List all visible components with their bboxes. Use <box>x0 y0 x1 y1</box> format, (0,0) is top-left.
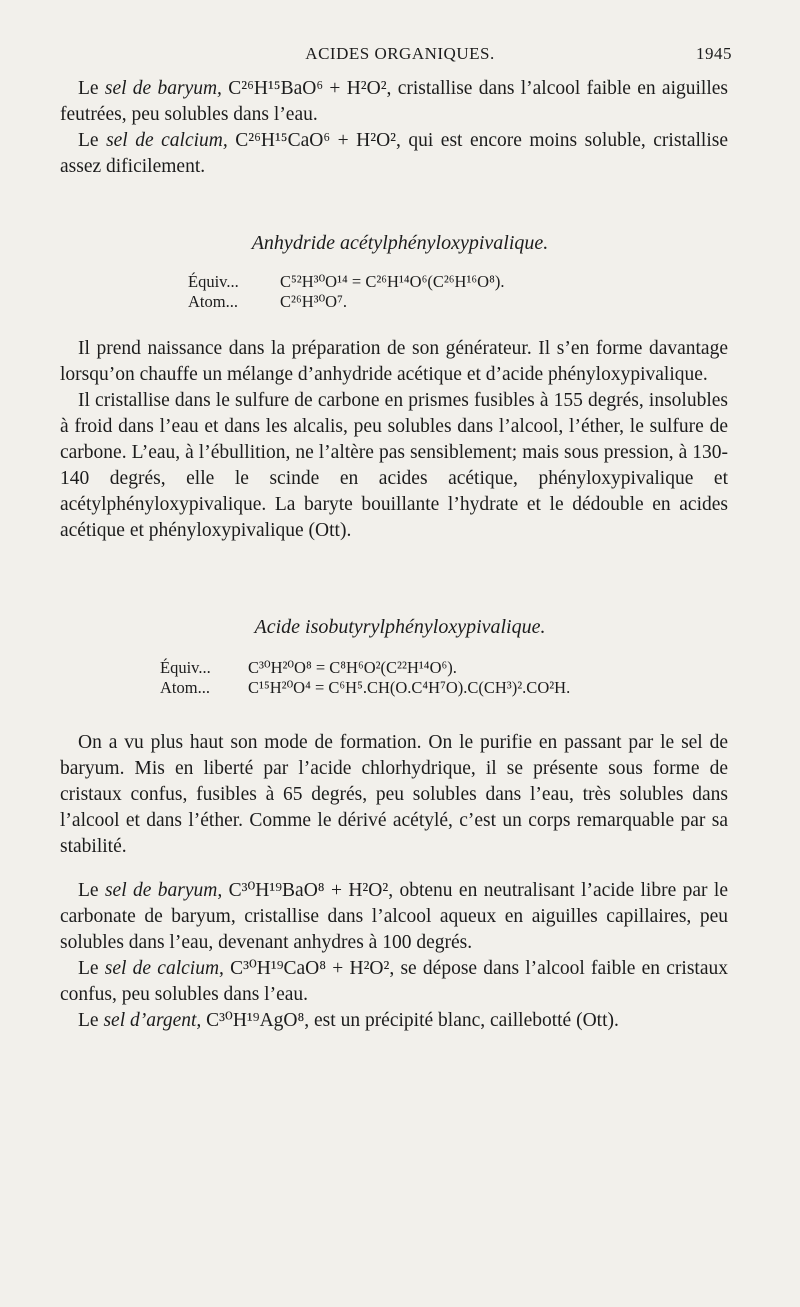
text-run: qui est encore moins soluble, cristallise assez dificilement. <box>60 130 728 177</box>
text-run: Le <box>78 78 105 99</box>
text-run: Le <box>78 880 105 901</box>
formula-label: Équiv... <box>160 658 211 677</box>
formula-text: C²⁶H³⁰O⁷. <box>280 292 347 311</box>
emphasis-term: sel d’argent, <box>103 1010 202 1031</box>
text-run: obtenu en neutralisant l’acide libre par le carbonate de baryum, cristallise dans l’alcool aqueux en aiguilles capillaires, peu solubles dans l’eau, devenant anhydres à 100 degrés. <box>60 880 728 953</box>
text-run: Le <box>78 130 107 151</box>
chemical-formula: C³⁰H¹⁹BaO⁸ + H²O², <box>222 880 394 901</box>
emphasis-term: sel de calcium, <box>104 958 224 979</box>
paragraph-calcium-salt <box>60 956 728 1008</box>
formula-label: Équiv... <box>188 272 239 291</box>
formula-text: C⁵²H³⁰O¹⁴ = C²⁶H¹⁴O⁶(C²⁶H¹⁶O⁸). <box>280 272 505 291</box>
emphasis-term: sel de calcium, <box>106 130 228 151</box>
formula-row-atom <box>160 678 570 698</box>
chemical-formula: C³⁰H¹⁹AgO⁸, <box>201 1010 310 1031</box>
section-heading: Anhydride acétylphényloxypivalique. <box>251 232 549 254</box>
formula-text: C³⁰H²⁰O⁸ = C⁸H⁶O²(C²²H¹⁴O⁶). <box>248 658 457 677</box>
paragraph: Il prend naissance dans la préparation de son générateur. Il s’en forme davantage lorsqu’on chauffe un mélange d’anhydride acétique et d’acide phényloxypivalique. <box>60 338 728 385</box>
paragraph-baryum-salt <box>60 878 728 956</box>
section-heading: Acide isobutyrylphényloxypivalique. <box>254 616 546 638</box>
chemical-formula: C²⁶H¹⁵CaO⁶ + H²O², <box>227 130 401 151</box>
text-run: cristallise dans l’alcool faible en aiguilles feutrées, peu solubles dans l’eau. <box>60 78 728 125</box>
page-number: 1945 <box>696 44 732 63</box>
formula-label: Atom... <box>188 292 238 311</box>
formula-text: C¹⁵H²⁰O⁴ = C⁶H⁵.CH(O.C⁴H⁷O).C(CH³)².CO²H. <box>248 678 571 697</box>
paragraph: On a vu plus haut son mode de formation. On le purifie en passant par le sel de baryum. Mis en liberté par l’acide chlorhydrique, il se présente sous forme de cristaux confus, fusibles à 65 degrés, peu solubles dans l’eau, très solubles dans l’alcool et dans l’éther. Comme le dérivé acétylé, c’est un corps remarquable par sa stabilité. <box>60 732 728 857</box>
formula-label: Atom... <box>160 678 210 697</box>
formula-row-equiv <box>188 272 504 292</box>
text-run: est un précipité blanc, caillebotté (Ott). <box>309 1010 619 1031</box>
text-run: Le <box>78 1010 104 1031</box>
chemical-formula: C³⁰H¹⁹CaO⁸ + H²O², <box>223 958 395 979</box>
section-body <box>60 336 728 544</box>
formula-block <box>188 272 504 312</box>
salts-block <box>60 878 728 1034</box>
running-header <box>60 44 740 68</box>
running-title: ACIDES ORGANIQUES. <box>305 44 495 63</box>
text-run: Le <box>78 958 105 979</box>
intro-block <box>60 76 728 180</box>
emphasis-term: sel de baryum, <box>104 880 223 901</box>
paragraph-silver-salt <box>60 1008 728 1034</box>
emphasis-term: sel de baryum, <box>104 78 222 99</box>
paragraph: Il cristallise dans le sulfure de carbone en prismes fusibles à 155 degrés, insolubles à froid dans l’eau et dans les alcalis, peu solubles dans l’alcool, l’éther, le sulfure de carbone. L’eau, à l’ébullition, ne l’altère pas sensiblement; mais sous pression, à 130-140 degrés, elle le scinde en acides acétique, phényloxypivalique et acétylphényloxypivalique. La baryte bouillante l’hydrate et le dédouble en acides acétique et phényloxypivalique (Ott). <box>60 390 728 541</box>
formula-block <box>160 658 570 698</box>
text-run: se dépose dans l’alcool faible en cristaux confus, peu solubles dans l’eau. <box>60 958 728 1005</box>
formula-row-equiv <box>160 658 570 678</box>
chemical-formula: C²⁶H¹⁵BaO⁶ + H²O², <box>221 78 392 99</box>
paragraph-baryum-salt <box>60 76 728 128</box>
paragraph-calcium-salt <box>60 128 728 180</box>
section-body <box>60 730 728 860</box>
formula-row-atom <box>188 292 504 312</box>
